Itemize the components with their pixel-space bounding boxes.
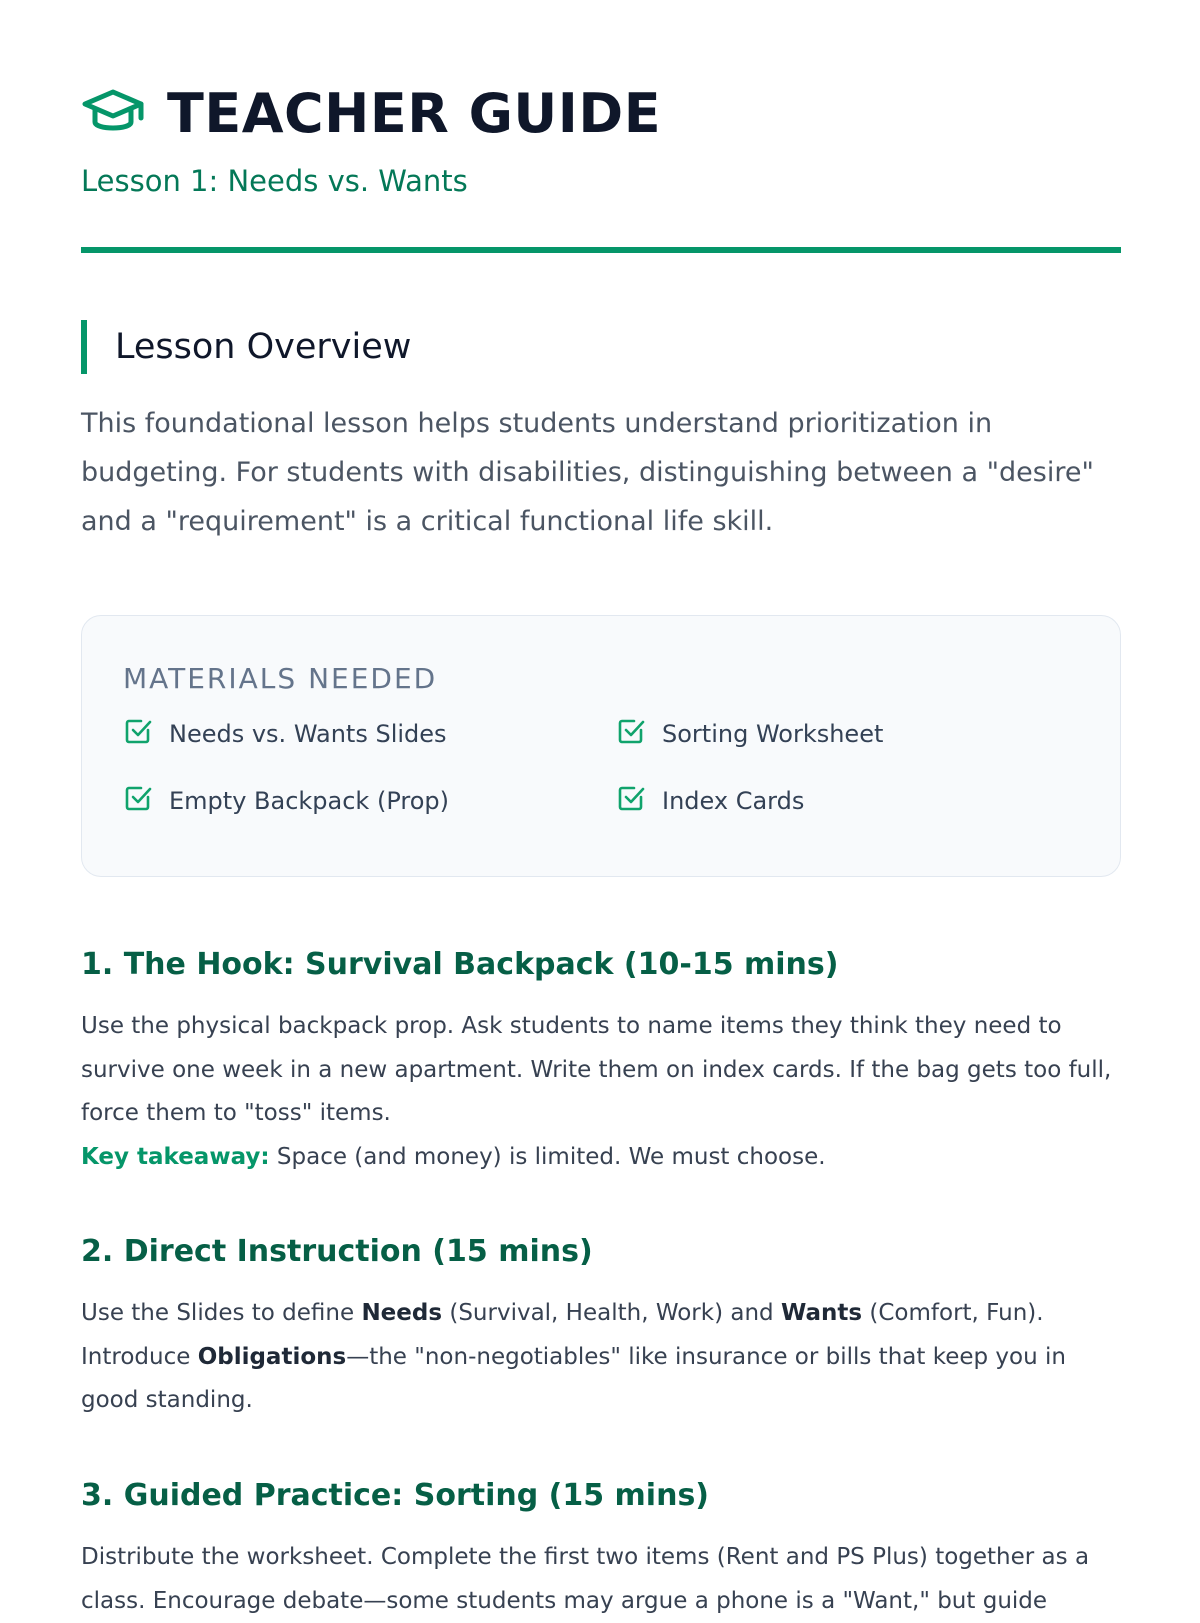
checkbox-checked-icon (123, 716, 153, 752)
overview-text: This foundational lesson helps students understand prioritization in budgeting. For students with disabilities, distinguishing between a "desire" and a "requirement" is a critical functional life skill. (81, 408, 1094, 537)
material-item (616, 783, 804, 819)
overview-heading: Lesson Overview (81, 320, 411, 374)
material-label: Index Cards (662, 787, 805, 815)
header-divider (81, 247, 1121, 253)
material-label: Needs vs. Wants Slides (169, 720, 447, 748)
section-body-practice: Distribute the worksheet. Complete the first two items (Rent and PS Plus) together as a class. Encourage debate—some students may argue a phone is a "Want," but guide (81, 1544, 1090, 1614)
material-item (123, 716, 447, 752)
term-obligations: Obligations (197, 1343, 347, 1370)
hook-text: Use the physical backpack prop. Ask students to name items they think they need to survive one week in a new apartment. Write them on index cards. If the bag gets too full, force them to "toss" items. (81, 1013, 1112, 1126)
material-label: Empty Backpack (Prop) (169, 787, 449, 815)
term-needs: Needs (361, 1300, 443, 1326)
section-heading-instruction: 2. Direct Instruction (15 mins) (81, 1234, 593, 1269)
text: Use the Slides to define (81, 1300, 362, 1326)
lesson-subtitle: Lesson 1: Needs vs. Wants (81, 164, 468, 198)
text: (Survival, Health, Work) and (442, 1300, 781, 1326)
checkbox-checked-icon (616, 783, 646, 819)
section-heading-practice: 3. Guided Practice: Sorting (15 mins) (81, 1478, 710, 1513)
checkbox-checked-icon (616, 716, 646, 752)
checkbox-checked-icon (123, 783, 153, 819)
materials-heading: MATERIALS NEEDED (123, 662, 438, 695)
term-wants: Wants (780, 1300, 863, 1326)
key-takeaway-label: Key takeaway: (81, 1143, 270, 1170)
page-title: TEACHER GUIDE (167, 82, 662, 145)
header (81, 82, 661, 145)
materials-box (81, 615, 1121, 877)
section-body-hook (81, 1005, 1121, 1179)
text: (Comfort, Fun). Introduce (81, 1300, 1044, 1370)
material-label: Sorting Worksheet (662, 720, 884, 748)
text: —the "non-negotiables" like insurance or bills that keep you in good standing. (81, 1343, 1066, 1413)
material-item (616, 716, 883, 752)
material-item (123, 783, 449, 819)
key-takeaway-text: Space (and money) is limited. We must choose. (269, 1143, 826, 1170)
graduation-cap-icon (81, 88, 145, 140)
section-body-instruction (81, 1292, 1121, 1423)
section-heading-hook: 1. The Hook: Survival Backpack (10-15 mins) (81, 947, 839, 982)
